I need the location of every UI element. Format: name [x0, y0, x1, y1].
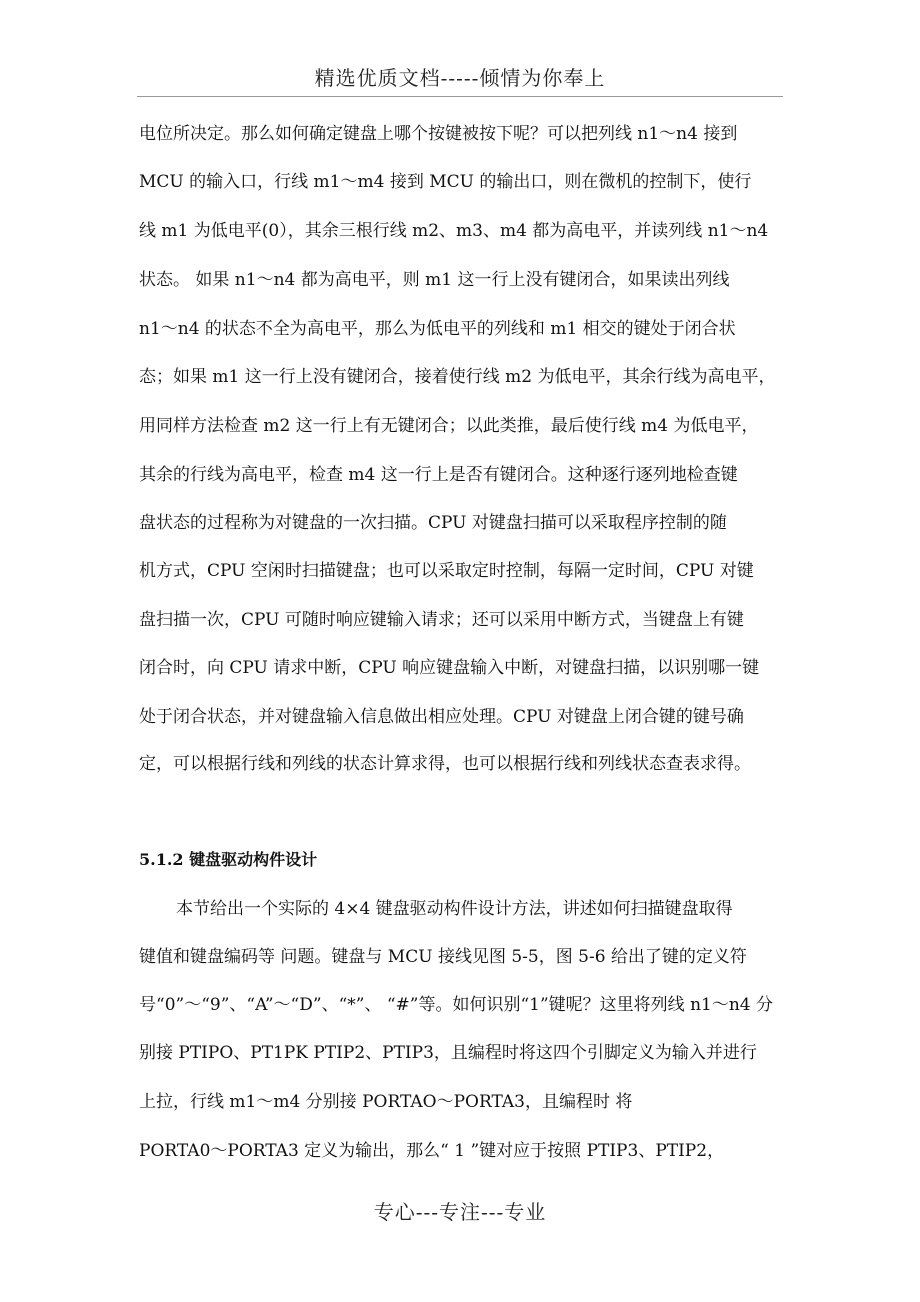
text-line: n1～n4 的状态不全为高电平，那么为低电平的列线和 m1 相交的键处于闭合状 [139, 319, 736, 339]
text-line: 盘扫描一次，CPU 可随时响应键输入请求；还可以采用中断方式，当键盘上有键 [139, 610, 744, 630]
page-header: 精选优质文档-----倾情为你奉上 [314, 66, 606, 90]
text-line: 电位所决定。那么如何确定键盘上哪个按键被按下呢？可以把列线 n1～n4 接到 [139, 124, 738, 144]
page-footer: 专心---专注---专业 [373, 1200, 547, 1224]
text-line: PORTA0～PORTA3 定义为输出，那么“ 1 ”键对应于按照 PTIP3、PTIP2， [139, 1141, 725, 1161]
text-line: MCU 的输入口，行线 m1～m4 接到 MCU 的输出口，则在微机的控制下，使行 [139, 172, 752, 192]
text-line: 状态。 如果 n1～n4 都为高电平，则 m1 这一行上没有键闭合，如果读出列线 [139, 270, 730, 290]
text-line: 本节给出一个实际的 4×4 键盘驱动构件设计方法，讲述如何扫描键盘取得 [176, 899, 733, 919]
text-line: 机方式，CPU 空闲时扫描键盘；也可以采取定时控制，每隔一定时间，CPU 对键 [139, 561, 754, 581]
text-line: 键值和键盘编码等 问题。键盘与 MCU 接线见图 5-5，图 5-6 给出了键的定义符 [139, 947, 747, 967]
text-line: 态；如果 m1 这一行上没有键闭合，接着使行线 m2 为低电平，其余行线为高电平， [139, 367, 776, 387]
text-line: 别接 PTIPO、PT1PK PTIP2、PTIP3，且编程时将这四个引脚定义为输入并进行 [139, 1043, 757, 1063]
text-line: 用同样方法检查 m2 这一行上有无键闭合；以此类推，最后使行线 m4 为低电平， [139, 416, 759, 436]
text-line: 上拉，行线 m1～m4 分别接 PORTAO～PORTA3，且编程时 将 [139, 1092, 633, 1112]
section-heading: 5.1.2 键盘驱动构件设计 [139, 850, 318, 869]
text-line: 定，可以根据行线和列线的状态计算求得，也可以根据行线和列线状态查表求得。 [139, 754, 751, 774]
text-line: 号“0”～“9”、“A”～“D”、“*”、 “#”等。如何识别“1”键呢？这里将列线 n1～n4 分 [139, 995, 774, 1015]
header-rule [137, 96, 783, 97]
text-line: 处于闭合状态，并对键盘输入信息做出相应处理。CPU 对键盘上闭合键的键号确 [139, 707, 744, 727]
text-line: 其余的行线为高电平，检查 m4 这一行上是否有键闭合。这种逐行逐列地检查键 [139, 465, 738, 485]
text-line: 闭合时，向 CPU 请求中断，CPU 响应键盘输入中断，对键盘扫描，以识别哪一键 [139, 658, 760, 678]
text-line: 线 m1 为低电平(0），其余三根行线 m2、m3、m4 都为高电平，并读列线 n1～n4 [139, 221, 769, 241]
text-line: 盘状态的过程称为对键盘的一次扫描。CPU 对键盘扫描可以采取程序控制的随 [139, 513, 727, 533]
